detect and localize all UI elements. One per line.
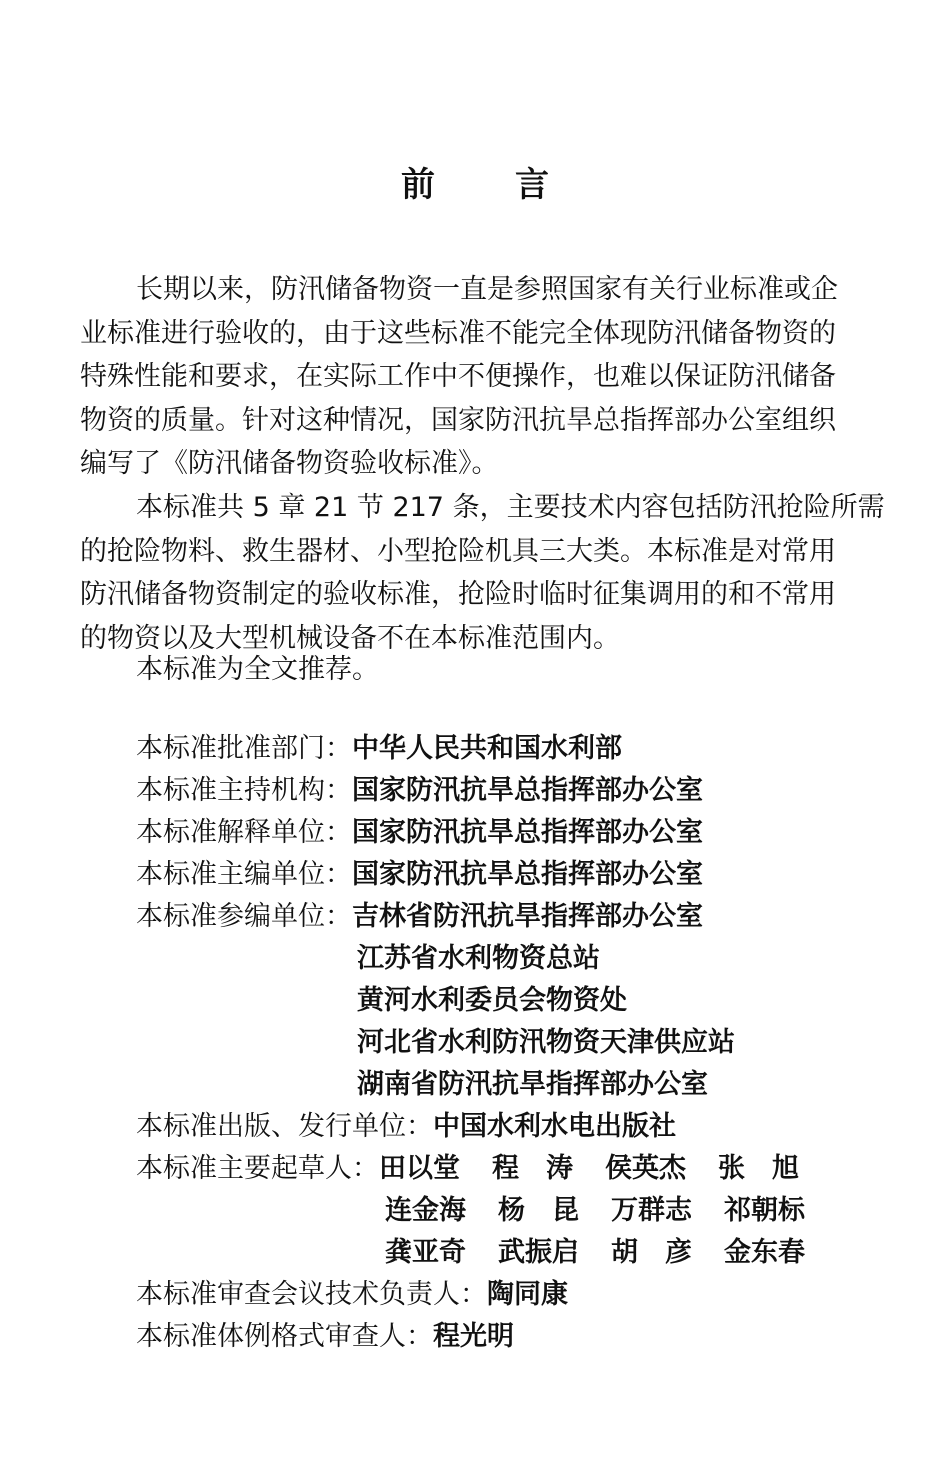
drafter-name: 连金海 — [385, 1195, 466, 1226]
host-value: 国家防汛抗旱总指挥部办公室 — [352, 775, 703, 806]
drafter-name: 侯英杰 — [605, 1153, 686, 1184]
editor-label: 本标准主编单位： — [136, 859, 352, 890]
paragraph-3 — [80, 648, 870, 692]
interpret-row — [136, 812, 876, 854]
format-review-label: 本标准体例格式审查人： — [136, 1321, 433, 1352]
approve-label: 本标准批准部门： — [136, 733, 352, 764]
drafter-name: 祁朝标 — [724, 1195, 805, 1226]
host-row — [136, 770, 876, 812]
coeditor-label: 本标准参编单位： — [136, 901, 352, 932]
drafter-name: 胡 彦 — [611, 1237, 692, 1268]
page-title — [0, 162, 950, 208]
drafter-name: 万群志 — [611, 1195, 692, 1226]
editor-row — [136, 854, 876, 896]
drafters-row — [136, 1232, 876, 1274]
coeditor-value: 黄河水利委员会物资处 — [357, 985, 627, 1016]
paragraph-line: 业标准进行验收的，由于这些标准不能完全体现防汛储备物资的 — [80, 317, 836, 349]
coeditor-value: 湖南省防汛抗旱指挥部办公室 — [357, 1069, 708, 1100]
standard-metadata — [136, 728, 876, 1358]
drafter-name: 杨 昆 — [498, 1195, 579, 1226]
tech-review-label: 本标准审查会议技术负责人： — [136, 1279, 487, 1310]
paragraph-2 — [80, 486, 885, 660]
paragraph-line: 编写了《防汛储备物资验收标准》。 — [80, 448, 499, 479]
format-review-row — [136, 1316, 876, 1358]
drafter-name: 田以堂 — [379, 1153, 460, 1184]
drafter-names — [385, 1232, 837, 1274]
coeditor-value: 江苏省水利物资总站 — [357, 943, 600, 974]
tech-review-value: 陶同康 — [487, 1279, 568, 1310]
paragraph-line: 特殊性能和要求，在实际工作中不便操作，也难以保证防汛储备 — [80, 361, 836, 392]
coeditor-value: 河北省水利防汛物资天津供应站 — [357, 1027, 735, 1058]
publisher-row — [136, 1106, 876, 1148]
host-label: 本标准主持机构： — [136, 775, 352, 806]
paragraph-line: 物资的质量。针对这种情况，国家防汛抗旱总指挥部办公室组织 — [80, 404, 836, 436]
drafters-row — [136, 1148, 876, 1190]
coeditor-value: 吉林省防汛抗旱指挥部办公室 — [352, 901, 703, 932]
paragraph-line: 本标准共 5 章 21 节 217 条，主要技术内容包括防汛抢险所需 — [136, 492, 885, 523]
drafter-names — [385, 1190, 837, 1232]
approve-value: 中华人民共和国水利部 — [352, 733, 622, 764]
tech-review-row — [136, 1274, 876, 1316]
format-review-value: 程光明 — [433, 1321, 514, 1352]
title-char-1: 前 — [401, 165, 435, 205]
approve-row — [136, 728, 876, 770]
drafter-names — [379, 1148, 831, 1190]
paragraph-line: 的抢险物料、救生器材、小型抢险机具三大类。本标准是对常用 — [80, 535, 836, 567]
paragraph-line: 的物资以及大型机械设备不在本标准范围内。 — [80, 622, 620, 654]
editor-value: 国家防汛抗旱总指挥部办公室 — [352, 859, 703, 890]
publisher-label: 本标准出版、发行单位： — [136, 1111, 433, 1142]
paragraph-line: 防汛储备物资制定的验收标准，抢险时临时征集调用的和不常用 — [80, 579, 836, 610]
publisher-value: 中国水利水电出版社 — [433, 1111, 676, 1142]
interpret-label: 本标准解释单位： — [136, 817, 352, 848]
paragraph-line: 长期以来，防汛储备物资一直是参照国家有关行业标准或企 — [136, 274, 838, 305]
drafter-name: 程 涛 — [492, 1153, 573, 1184]
drafter-name: 龚亚奇 — [385, 1237, 466, 1268]
drafters-label: 本标准主要起草人： — [136, 1153, 379, 1184]
interpret-value: 国家防汛抗旱总指挥部办公室 — [352, 817, 703, 848]
coeditor-row — [136, 896, 876, 938]
drafter-name: 武振启 — [498, 1237, 579, 1268]
drafter-name: 金东春 — [724, 1237, 805, 1268]
paragraph-1 — [80, 268, 870, 486]
paragraph-line: 本标准为全文推荐。 — [136, 654, 379, 685]
drafters-row — [136, 1190, 876, 1232]
drafter-name: 张 旭 — [718, 1153, 799, 1184]
title-char-2: 言 — [515, 165, 549, 205]
